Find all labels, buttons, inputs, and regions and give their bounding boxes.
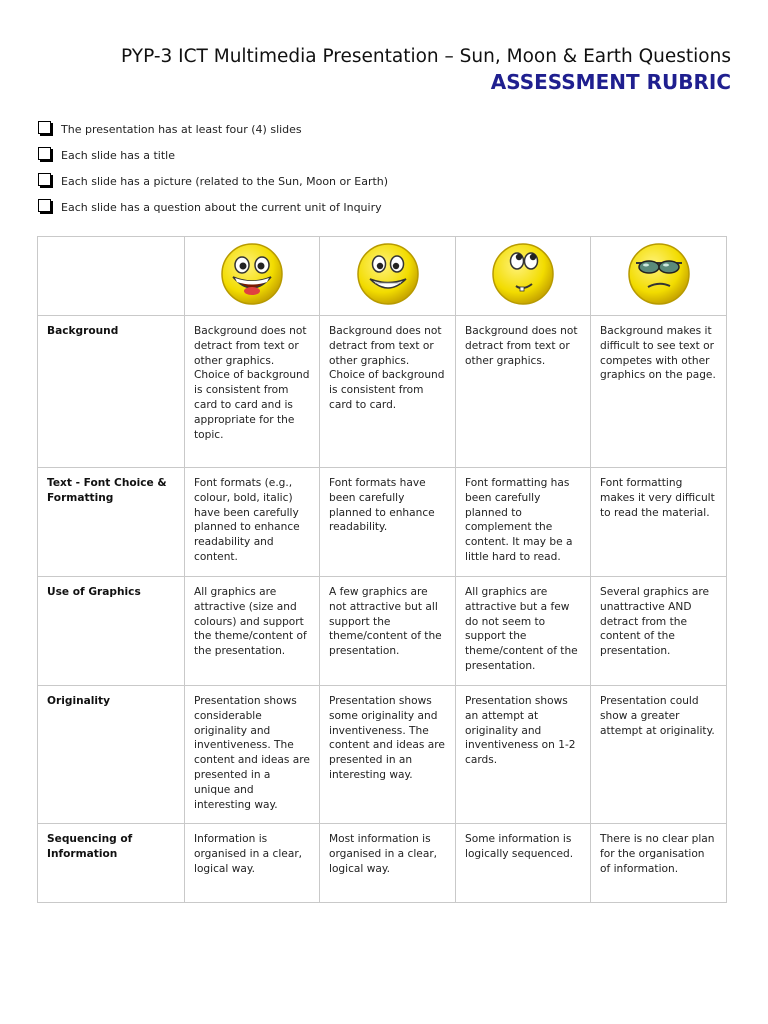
rubric-level-cell bbox=[591, 237, 727, 316]
rubric-cell: Most information is organised in a clear, logical way. bbox=[320, 824, 456, 903]
checklist-item bbox=[38, 168, 388, 194]
rubric-cell: Presentation shows an attempt at originality and inventiveness on 1-2 cards. bbox=[456, 686, 591, 824]
rubric-header-row bbox=[38, 237, 727, 316]
rubric-cell: All graphics are attractive but a few do not seem to support the theme/content of the presentation. bbox=[456, 577, 591, 686]
laughing-face-icon bbox=[219, 241, 285, 307]
rubric-cell: Font formats have been carefully planned to enhance readability. bbox=[320, 468, 456, 577]
requirements-checklist bbox=[38, 116, 388, 220]
rubric-cell: Background does not detract from text or other graphics. bbox=[456, 316, 591, 468]
rubric-cell: Background makes it difficult to see text or competes with other graphics on the page. bbox=[591, 316, 727, 468]
checkbox-icon[interactable] bbox=[38, 199, 51, 212]
rubric-cell: Several graphics are unattractive AND detract from the content of the presentation. bbox=[591, 577, 727, 686]
rubric-corner-cell bbox=[38, 237, 185, 316]
checklist-item-text: Each slide has a title bbox=[61, 148, 175, 162]
rubric-level-cell bbox=[185, 237, 320, 316]
rubric-cell: Presentation shows some originality and inventiveness. The content and ideas are presented in an interesting way. bbox=[320, 686, 456, 824]
checklist-item bbox=[38, 142, 388, 168]
rubric-cell: All graphics are attractive (size and colours) and support the theme/content of the presentation. bbox=[185, 577, 320, 686]
criterion-label: Sequencing of Information bbox=[38, 824, 185, 903]
rubric-level-cell bbox=[456, 237, 591, 316]
rubric-cell: Background does not detract from text or other graphics. Choice of background is consistent from card to card and is appropriate for the topic. bbox=[185, 316, 320, 468]
rubric-cell: Background does not detract from text or other graphics. Choice of background is consistent from card to card. bbox=[320, 316, 456, 468]
criterion-label: Text - Font Choice & Formatting bbox=[38, 468, 185, 577]
table-row bbox=[38, 824, 727, 903]
criterion-label: Use of Graphics bbox=[38, 577, 185, 686]
table-row bbox=[38, 686, 727, 824]
rubric-cell: Font formatting makes it very difficult to read the material. bbox=[591, 468, 727, 577]
sunglasses-frown-face-icon bbox=[626, 241, 692, 307]
table-row bbox=[38, 468, 727, 577]
checklist-item-text: Each slide has a question about the current unit of Inquiry bbox=[61, 200, 382, 214]
rubric-cell: A few graphics are not attractive but all support the theme/content of the presentation. bbox=[320, 577, 456, 686]
rubric-cell: Presentation could show a greater attempt at originality. bbox=[591, 686, 727, 824]
grinning-face-icon bbox=[355, 241, 421, 307]
checkbox-icon[interactable] bbox=[38, 173, 51, 186]
assessment-rubric-table bbox=[37, 236, 727, 903]
document-subtitle: ASSESSMENT RUBRIC bbox=[490, 70, 731, 94]
rubric-cell: Presentation shows considerable originality and inventiveness. The content and ideas are presented in a unique and interesting way. bbox=[185, 686, 320, 824]
checklist-item-text: Each slide has a picture (related to the Sun, Moon or Earth) bbox=[61, 174, 389, 188]
checklist-item bbox=[38, 194, 388, 220]
rubric-cell: Font formatting has been carefully planned to complement the content. It may be a little hard to read. bbox=[456, 468, 591, 577]
criterion-label: Background bbox=[38, 316, 185, 468]
checkbox-icon[interactable] bbox=[38, 121, 51, 134]
checkbox-icon[interactable] bbox=[38, 147, 51, 160]
table-row bbox=[38, 316, 727, 468]
checklist-item-text: The presentation has at least four (4) slides bbox=[61, 122, 302, 136]
rubric-cell: There is no clear plan for the organisation of information. bbox=[591, 824, 727, 903]
rubric-level-cell bbox=[320, 237, 456, 316]
criterion-label: Originality bbox=[38, 686, 185, 824]
wondering-face-icon bbox=[490, 241, 556, 307]
rubric-cell: Font formats (e.g., colour, bold, italic) have been carefully planned to enhance readability and content. bbox=[185, 468, 320, 577]
rubric-cell: Information is organised in a clear, logical way. bbox=[185, 824, 320, 903]
table-row bbox=[38, 577, 727, 686]
rubric-cell: Some information is logically sequenced. bbox=[456, 824, 591, 903]
document-title: PYP-3 ICT Multimedia Presentation – Sun, Moon & Earth Questions bbox=[121, 46, 731, 67]
checklist-item bbox=[38, 116, 388, 142]
